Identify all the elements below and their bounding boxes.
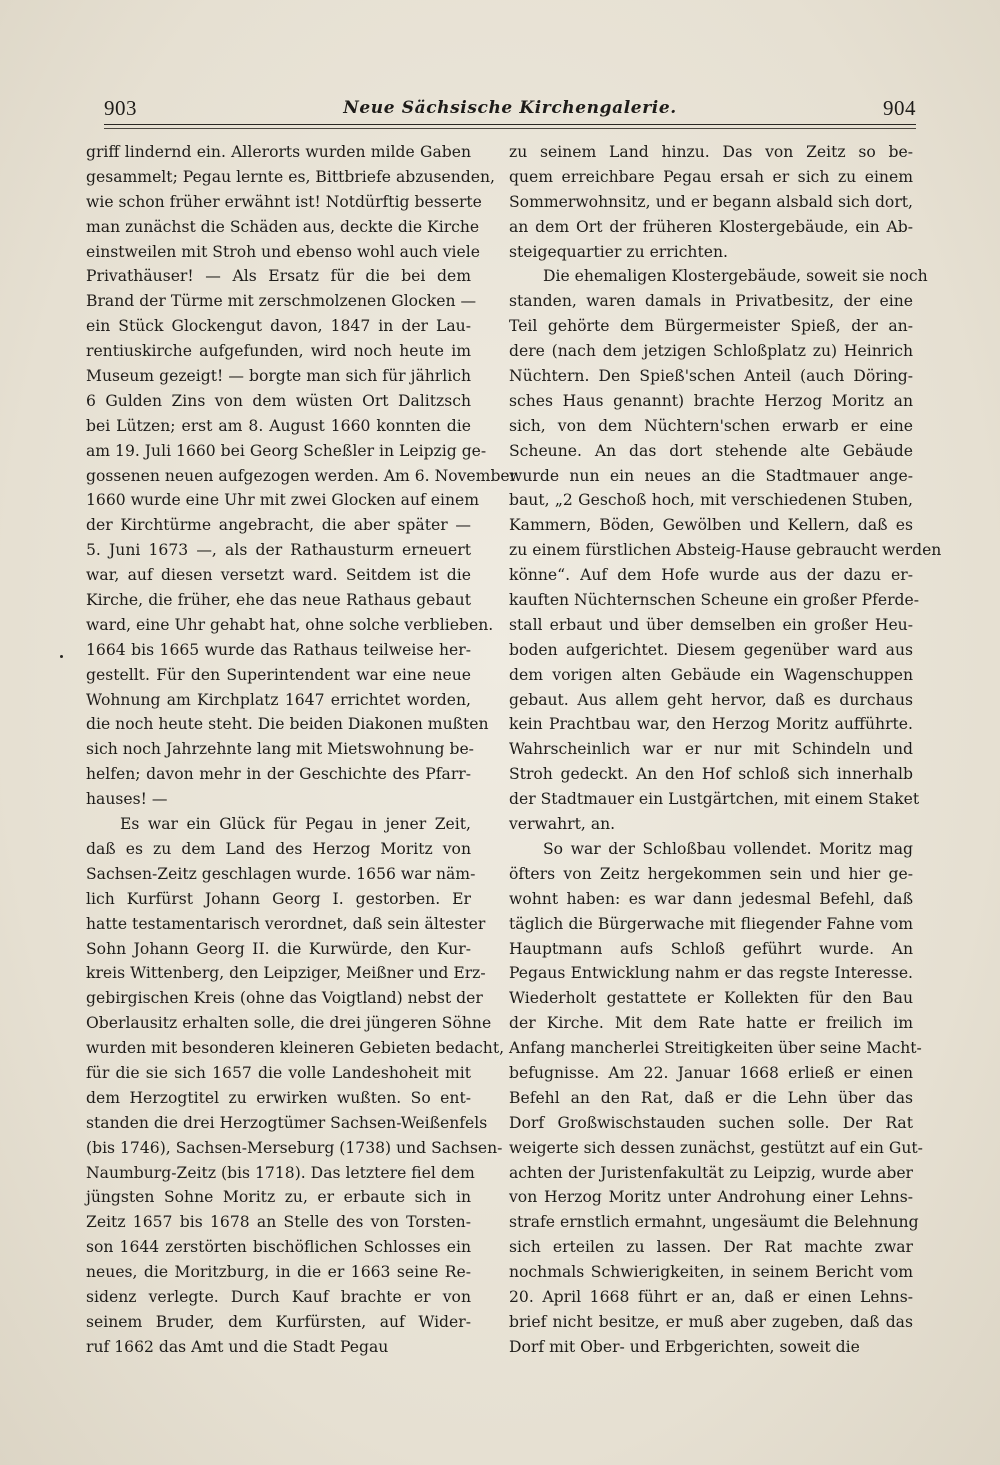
text-line: standen die drei Herzogtümer Sachsen-Weißenfels — [86, 1113, 488, 1132]
text-line: kauften Nüchternschen Scheune ein großer Pferde- — [509, 591, 919, 610]
text-line: bei Lützen; erst am 8. August 1660 konnten die — [86, 416, 471, 435]
text-line: sidenz verlegte. Durch Kauf brachte er von — [86, 1287, 471, 1306]
text-line: achten der Juristenfakultät zu Leipzig, wurde aber — [509, 1163, 913, 1182]
text-line: gesammelt; Pegau lernte es, Bittbriefe abzusenden, — [86, 167, 495, 186]
text-line: von Herzog Moritz unter Androhung einer Lehns- — [509, 1188, 913, 1207]
text-line: sich erteilen zu lassen. Der Rat machte zwar — [509, 1238, 913, 1257]
text-line: seinem Bruder, dem Kurfürsten, auf Wider- — [86, 1312, 471, 1331]
text-line: Kammern, Böden, Gewölben und Kellern, daß es — [509, 516, 913, 535]
text-line: öfters von Zeitz hergekommen sein und hier ge- — [509, 864, 913, 883]
text-line: strafe ernstlich ermahnt, ungesäumt die Belehnung — [509, 1213, 919, 1232]
text-line: neues, die Moritzburg, in die er 1663 seine Re- — [86, 1263, 471, 1282]
text-line: 5. Juni 1673 —, als der Rathausturm erneuert — [86, 541, 471, 560]
text-line: an dem Ort der früheren Klostergebäude, ein Ab- — [509, 217, 913, 236]
text-line: Dorf mit Ober- und Erbgerichten, soweit die — [509, 1337, 860, 1356]
text-line: wie schon früher erwähnt ist! Notdürftig besserte — [86, 192, 482, 211]
text-line: Museum gezeigt! — borgte man sich für jährlich — [86, 367, 471, 386]
right-page-number: 904 — [883, 96, 916, 120]
text-line: Kirche, die früher, ehe das neue Rathaus gebaut — [86, 591, 471, 610]
text-line: Stroh gedeckt. An den Hof schloß sich innerhalb — [509, 765, 913, 784]
text-line: zu seinem Land hinzu. Das von Zeitz so be- — [509, 143, 913, 161]
text-line: 1660 wurde eine Uhr mit zwei Glocken auf einem — [86, 491, 480, 510]
text-line: Es war ein Glück für Pegau in jener Zeit, — [120, 815, 471, 834]
text-line: der Stadtmauer ein Lustgärtchen, mit einem Staket — [509, 790, 920, 809]
text-line: boden aufgerichtet. Diesem gegenüber ward aus — [509, 640, 913, 659]
text-line: verwahrt, an. — [509, 815, 616, 834]
text-line: war, auf diesen versetzt ward. Seitdem ist die — [86, 566, 471, 585]
text-line: steigequartier zu errichten. — [509, 242, 728, 261]
left-page-number: 903 — [104, 96, 137, 120]
text-line: könne“. Auf dem Hofe wurde aus der dazu er- — [509, 566, 913, 585]
header-rule — [104, 124, 916, 125]
text-line: Hauptmann aufs Schloß geführt wurde. An — [509, 939, 913, 958]
text-line: zu einem fürstlichen Absteig-Hause gebraucht werden — [509, 541, 942, 560]
text-line: ein Stück Glockengut davon, 1847 in der Lau- — [86, 317, 471, 336]
left-text-column — [86, 140, 518, 1360]
text-line: wurde nun ein neues an die Stadtmauer ange- — [509, 466, 913, 485]
text-line: helfen; davon mehr in der Geschichte des Pfarr- — [86, 765, 471, 784]
text-line: kein Prachtbau war, den Herzog Moritz aufführte. — [509, 715, 913, 734]
text-line: baut, „2 Geschoß hoch, mit verschiedenen Stuben, — [509, 491, 913, 510]
text-line: 20. April 1668 führt er an, daß er einen Lehns- — [509, 1287, 913, 1306]
text-line: dem Herzogtitel zu erwirken wußten. So ent- — [86, 1088, 471, 1107]
text-line: der Kirchtürme angebracht, die aber später — — [86, 516, 471, 535]
text-line: Oberlausitz erhalten solle, die drei jüngeren Söhne — [86, 1014, 492, 1033]
text-line: kreis Wittenberg, den Leipziger, Meißner und Erz- — [86, 964, 486, 983]
header-rule-thin — [104, 128, 916, 129]
text-line: gebaut. Aus allem geht hervor, daß es durchaus — [509, 690, 913, 709]
text-line: rentiuskirche aufgefunden, wird noch heute im — [86, 342, 471, 361]
text-line: griff lindernd ein. Allerorts wurden milde Gaben — [86, 143, 471, 161]
text-line: Teil gehörte dem Bürgermeister Spieß, der an- — [509, 317, 913, 336]
text-line: gebirgischen Kreis (ohne das Voigtland) nebst der — [86, 989, 483, 1008]
text-line: (bis 1746), Sachsen-Merseburg (1738) und Sachsen- — [86, 1138, 503, 1157]
text-line: Die ehemaligen Klostergebäude, soweit sie noch — [543, 267, 928, 286]
text-line: täglich die Bürgerwache mit fliegender Fahne vom — [509, 914, 913, 933]
text-line: Sommerwohnsitz, und er begann alsbald sich dort, — [509, 192, 913, 211]
text-line: lich Kurfürst Johann Georg I. gestorben. Er — [86, 889, 471, 908]
text-line: einstweilen mit Stroh und ebenso wohl auch viele — [86, 242, 480, 261]
text-line: am 19. Juli 1660 bei Georg Scheßler in Leipzig ge- — [86, 441, 487, 460]
text-line: 6 Gulden Zins von dem wüsten Ort Dalitzsch — [86, 391, 471, 410]
text-line: Brand der Türme mit zerschmolzenen Glocken — — [86, 292, 477, 311]
text-line: ruf 1662 das Amt und die Stadt Pegau — [86, 1337, 389, 1356]
text-line: dere (nach dem jetzigen Schloßplatz zu) Heinrich — [509, 342, 913, 361]
text-line: hatte testamentarisch verordnet, daß sein ältester — [86, 914, 486, 933]
text-line: Zeitz 1657 bis 1678 an Stelle des von Torsten- — [86, 1213, 471, 1232]
text-line: Dorf Großwischstauden suchen solle. Der Rat — [509, 1113, 913, 1132]
text-line: jüngsten Sohne Moritz zu, er erbaute sich in — [86, 1188, 471, 1207]
text-line: nochmals Schwierigkeiten, in seinem Bericht vom — [509, 1263, 913, 1282]
text-line: wurden mit besonderen kleineren Gebieten bedacht, — [86, 1039, 505, 1058]
text-line: son 1644 zerstörten bischöflichen Schlosses ein — [86, 1238, 471, 1257]
margin-mark — [60, 655, 63, 658]
text-line: 1664 bis 1665 wurde das Rathaus teilweise her- — [86, 640, 471, 659]
text-line: ward, eine Uhr gehabt hat, ohne solche verblieben. — [86, 615, 494, 634]
text-line: wohnt haben: es war dann jedesmal Befehl, daß — [509, 889, 913, 908]
text-line: Befehl an den Rat, daß er die Lehn über das — [509, 1088, 913, 1107]
text-line: daß es zu dem Land des Herzog Moritz von — [86, 839, 471, 858]
text-line: sches Haus genannt) brachte Herzog Moritz an — [509, 391, 913, 410]
text-line: Naumburg-Zeitz (bis 1718). Das letztere fiel dem — [86, 1163, 475, 1182]
text-line: standen, waren damals in Privatbesitz, der eine — [509, 292, 913, 311]
text-line: sich noch Jahrzehnte lang mit Mietswohnung be- — [86, 740, 474, 759]
text-line: die noch heute steht. Die beiden Diakonen mußten — [86, 715, 489, 734]
text-line: Scheune. An das dort stehende alte Gebäude — [509, 441, 913, 460]
text-line: sich, von dem Nüchtern'schen erwarb er eine — [509, 416, 913, 435]
text-line: für die sie sich 1657 die volle Landeshoheit mit — [86, 1063, 471, 1082]
text-line: der Kirche. Mit dem Rate hatte er freilich im — [509, 1014, 913, 1033]
text-line: man zunächst die Schäden aus, deckte die Kirche — [86, 217, 480, 236]
text-line: Anfang mancherlei Streitigkeiten über seine Macht- — [509, 1039, 922, 1058]
text-line: Wiederholt gestattete er Kollekten für den Bau — [509, 989, 913, 1008]
text-line: dem vorigen alten Gebäude ein Wagenschuppen — [509, 665, 913, 684]
text-line: stall erbaut und über demselben ein großer Heu- — [509, 615, 913, 634]
text-line: brief nicht besitze, er muß aber zugeben, daß das — [509, 1312, 913, 1331]
text-line: gossenen neuen aufgezogen werden. Am 6. November — [86, 466, 518, 485]
right-text-column — [509, 140, 942, 1360]
text-line: Sohn Johann Georg II. die Kurwürde, den Kur- — [86, 939, 471, 958]
running-title: Neue Sächsische Kirchengalerie. — [343, 98, 677, 118]
text-line: Wahrscheinlich war er nur mit Schindeln und — [509, 740, 913, 759]
text-line: quem erreichbare Pegau ersah er sich zu einem — [509, 167, 913, 186]
text-line: Sachsen-Zeitz geschlagen wurde. 1656 war näm- — [86, 864, 476, 883]
text-line: hauses! — — [86, 790, 168, 809]
text-line: gestellt. Für den Superintendent war eine neue — [86, 665, 471, 684]
text-line: Privathäuser! — Als Ersatz für die bei dem — [86, 267, 471, 286]
text-line: Nüchtern. Den Spieß'schen Anteil (auch Döring- — [509, 367, 913, 386]
text-line: Wohnung am Kirchplatz 1647 errichtet worden, — [86, 690, 471, 709]
page-header — [104, 96, 916, 124]
text-line: So war der Schloßbau vollendet. Moritz mag — [543, 839, 913, 858]
text-line: weigerte sich dessen zunächst, gestützt auf ein Gut- — [509, 1138, 923, 1157]
text-line: Pegaus Entwicklung nahm er das regste Interesse. — [509, 964, 913, 983]
text-line: befugnisse. Am 22. Januar 1668 erließ er einen — [509, 1063, 913, 1082]
